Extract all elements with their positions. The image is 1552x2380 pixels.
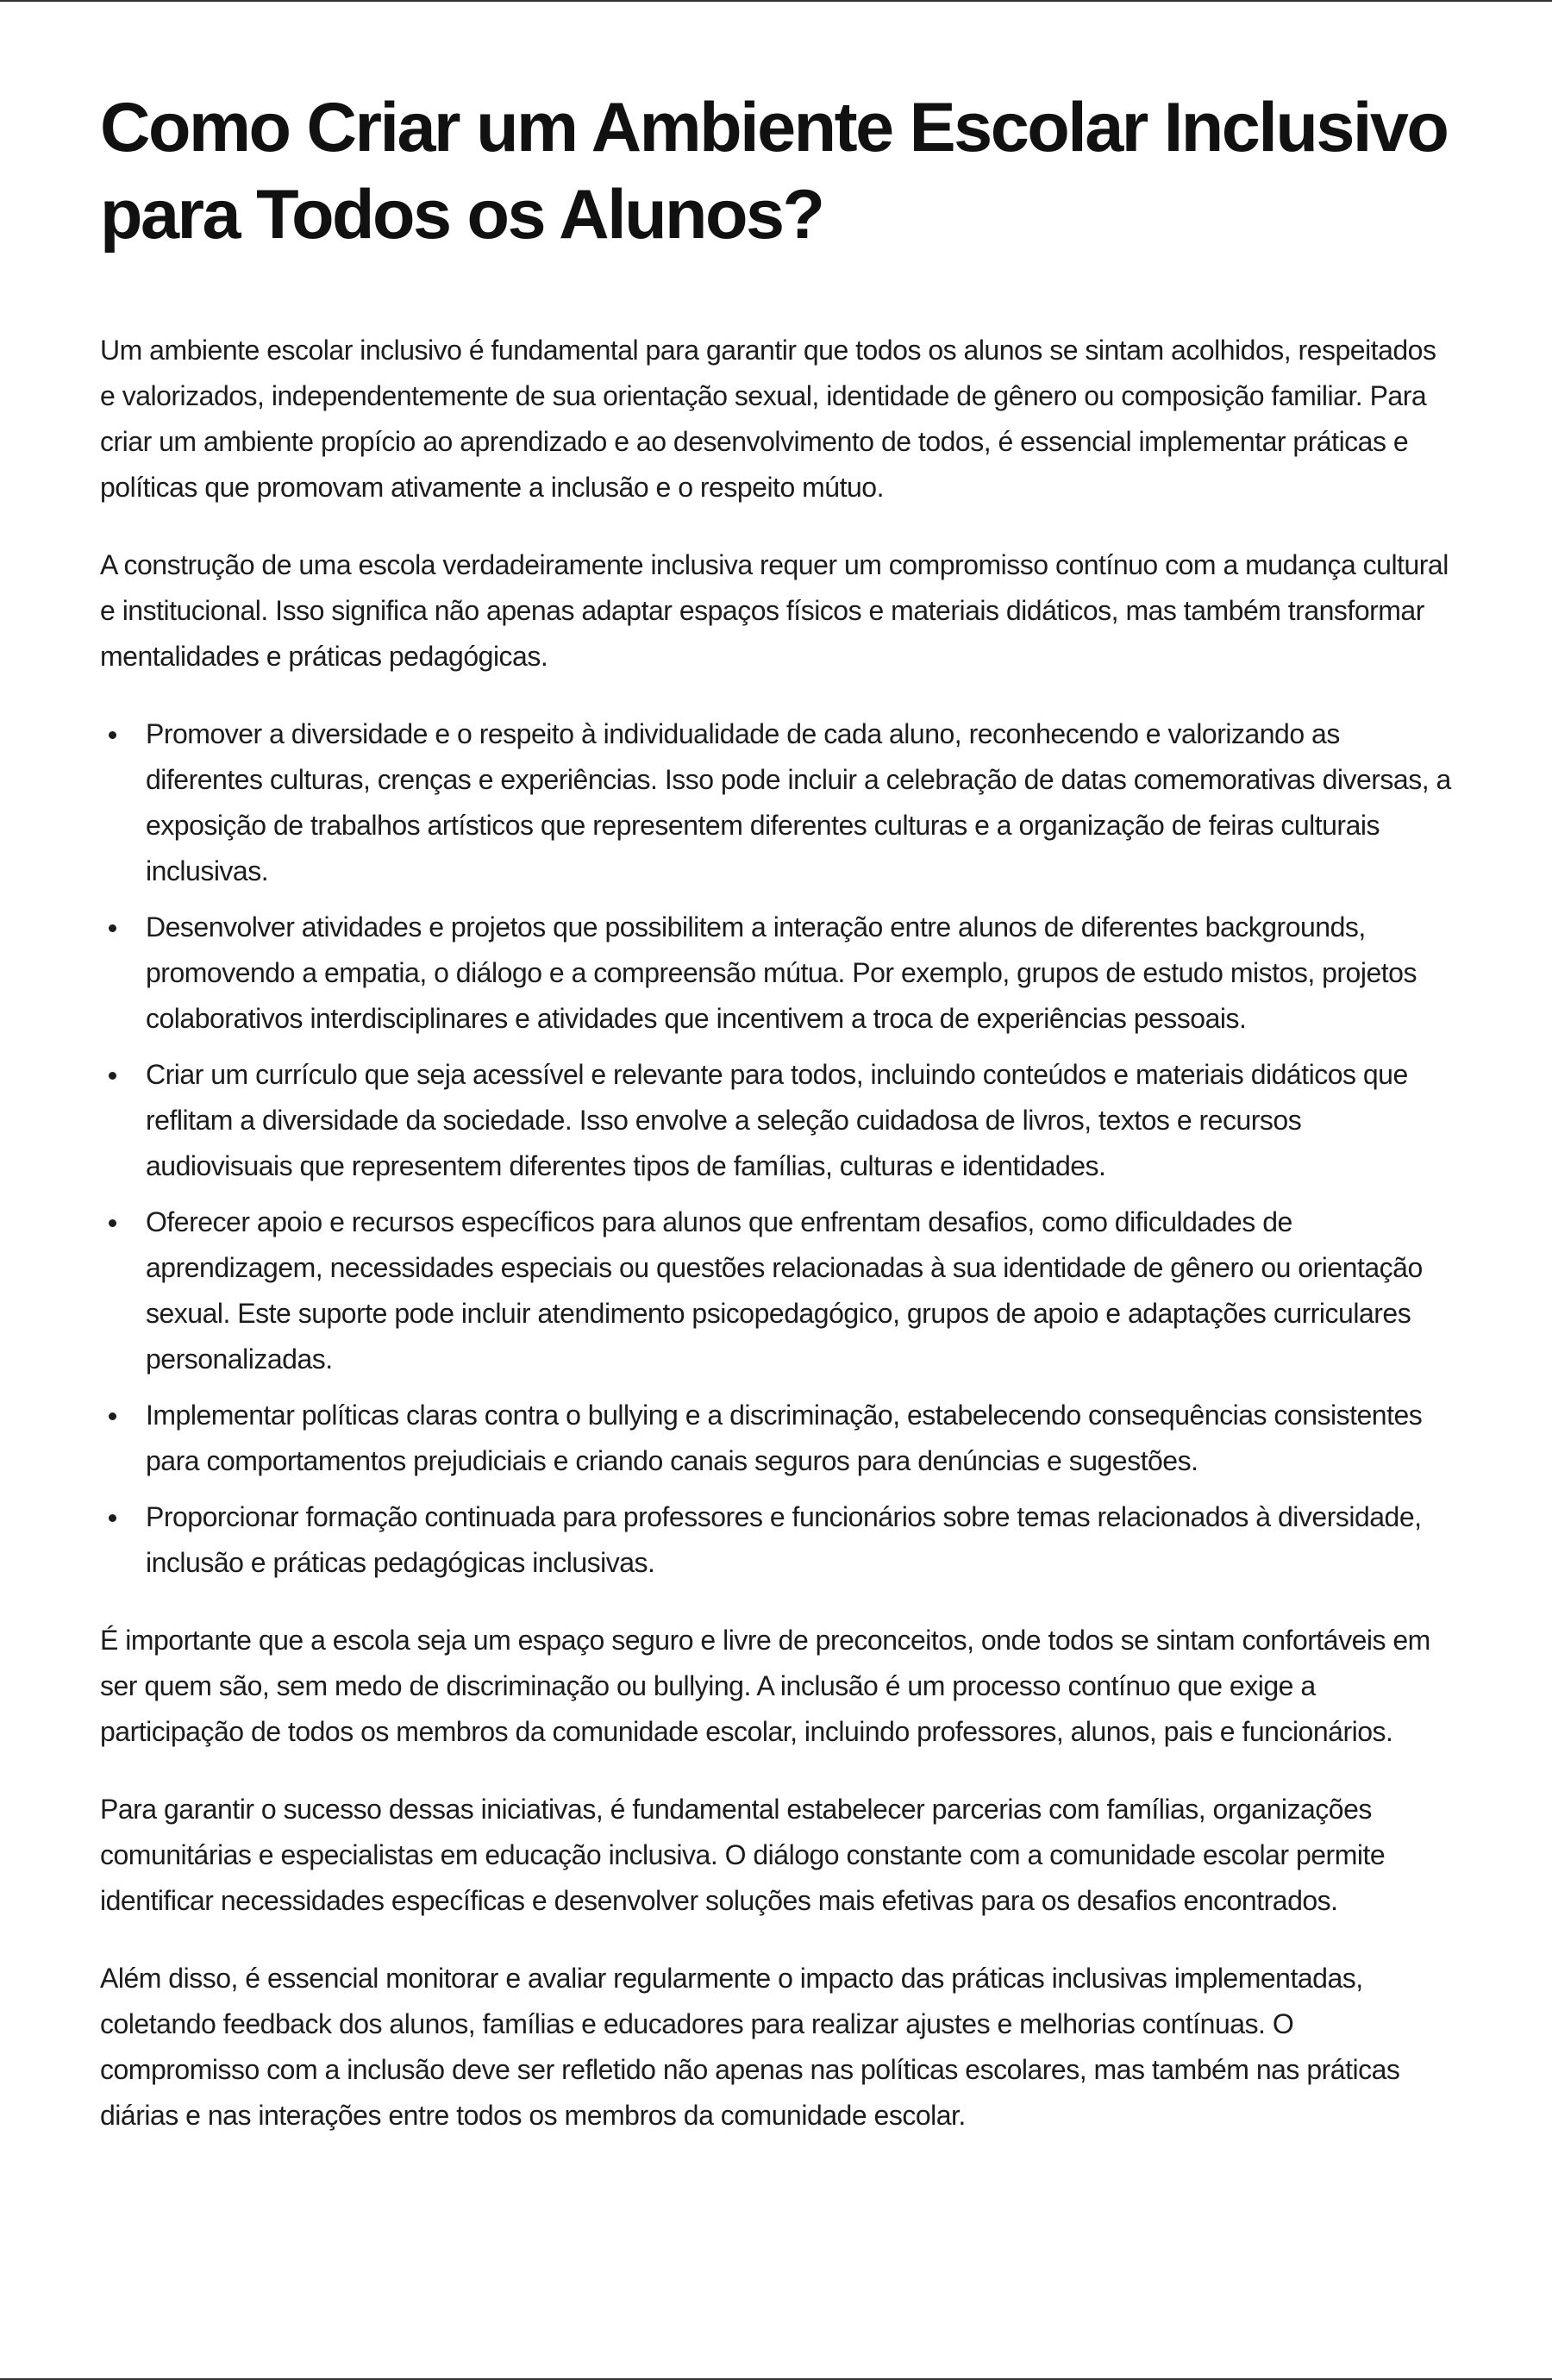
closing-paragraph-3: Além disso, é essencial monitorar e avaliar regularmente o impacto das práticas inclusivas implementadas, coletando feedback dos alunos, famílias e educadores para realizar ajustes e melhorias contínuas. O compromisso com a inclusão deve ser refletido não apenas nas políticas escolares, mas também nas práticas diárias e nas interações entre todos os membros da comunidade escolar. [100,1963,1400,2131]
bullet-icon [109,1072,116,1080]
list-item [100,1393,1454,1484]
article [100,85,1454,2170]
bullet-icon [109,924,116,932]
bullet-icon [109,1412,116,1420]
closing-paragraph-2: Para garantir o sucesso dessas iniciativas, é fundamental estabelecer parcerias com famílias, organizações comunitárias e especialistas em educação inclusiva. O diálogo constante com a comunidade escolar permite identificar necessidades específicas e desenvolver soluções mais efetivas para os desafios encontrados. [100,1794,1386,1916]
list-item [100,711,1454,894]
intro-paragraph-2: A construção de uma escola verdadeiramente inclusiva requer um compromisso contínuo com a mudança cultural e institucional. Isso significa não apenas adaptar espaços físicos e materiais didáticos, mas também transformar mentalidades e práticas pedagógicas. [100,549,1449,672]
list-item-text: Proporcionar formação continuada para professores e funcionários sobre temas relacionados à diversidade, inclusão e práticas pedagógicas inclusivas. [146,1501,1422,1578]
intro-paragraph-1: Um ambiente escolar inclusivo é fundamental para garantir que todos os alunos se sintam acolhidos, respeitados e valorizados, independentemente de sua orientação sexual, identidade de gênero ou composição familiar. Para criar um ambiente propício ao aprendizado e ao desenvolvimento de todos, é essencial implementar práticas e políticas que promovam ativamente a inclusão e o respeito mútuo. [100,335,1436,503]
bullet-icon [109,731,116,739]
list-item [100,1052,1454,1189]
list-item [100,905,1454,1042]
bullet-list [100,711,1454,1586]
list-item-text: Oferecer apoio e recursos específicos para alunos que enfrentam desafios, como dificuldades de aprendizagem, necessidades especiais ou questões relacionadas à sua identidade de gênero ou orientação sexual. Este suporte pode incluir atendimento psicopedagógico, grupos de apoio e adaptações curriculares personalizadas. [146,1206,1423,1375]
bullet-icon [109,1219,116,1227]
bullet-icon [109,1514,116,1522]
list-item [100,1494,1454,1586]
list-item-text: Criar um currículo que seja acessível e relevante para todos, incluindo conteúdos e materiais didáticos que reflitam a diversidade da sociedade. Isso envolve a seleção cuidadosa de livros, textos e recursos audiovisuais que representem diferentes tipos de famílias, culturas e identidades. [146,1059,1408,1181]
page-title: Como Criar um Ambiente Escolar Inclusivo para Todos os Alunos? [100,89,1448,254]
list-item-text: Desenvolver atividades e projetos que possibilitem a interação entre alunos de diferentes backgrounds, promovendo a empatia, o diálogo e a compreensão mútua. Por exemplo, grupos de estudo mistos, projetos colaborativos interdisciplinares e atividades que incentivem a troca de experiências pessoais. [146,911,1417,1034]
closing-paragraph-1: É importante que a escola seja um espaço seguro e livre de preconceitos, onde todos se sintam confortáveis em ser quem são, sem medo de discriminação ou bullying. A inclusão é um processo contínuo que exige a participação de todos os membros da comunidade escolar, incluindo professores, alunos, pais e funcionários. [100,1625,1430,1747]
list-item-text: Promover a diversidade e o respeito à individualidade de cada aluno, reconhecendo e valorizando as diferentes culturas, crenças e experiências. Isso pode incluir a celebração de datas comemorativas diversas, a exposição de trabalhos artísticos que representem diferentes culturas e a organização de feiras culturais inclusivas. [146,718,1451,886]
list-item-text: Implementar políticas claras contra o bullying e a discriminação, estabelecendo consequências consistentes para comportamentos prejudiciais e criando canais seguros para denúncias e sugestões. [146,1400,1423,1476]
list-item [100,1199,1454,1382]
